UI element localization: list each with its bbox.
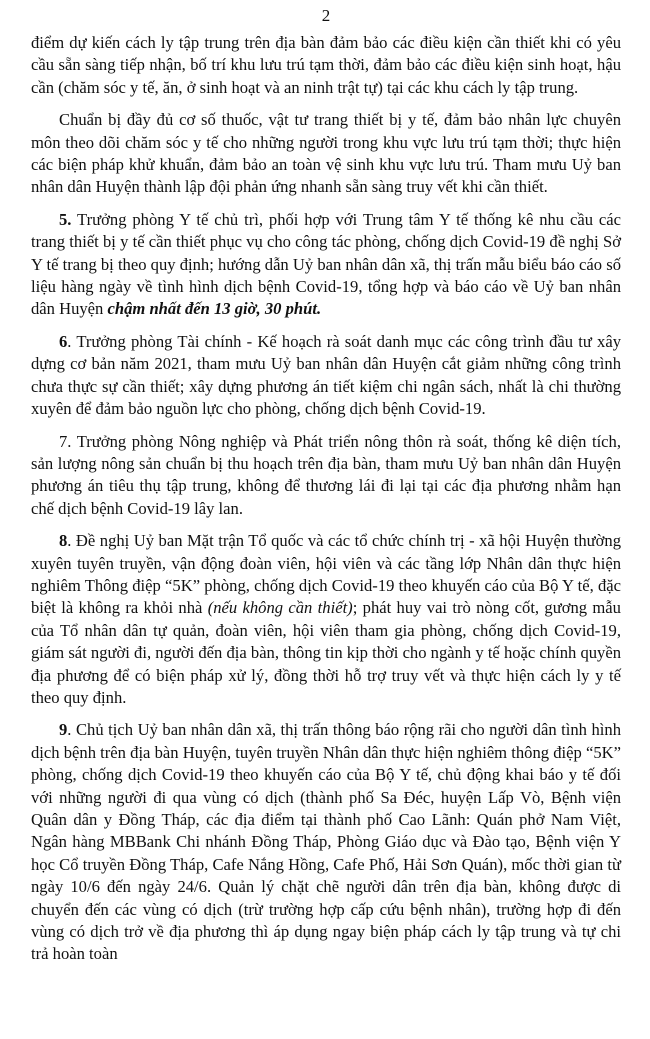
paragraph-continuation: điểm dự kiến cách ly tập trung trên địa bàn đảm bảo các điều kiện cần thiết khi có yêu cầu sẵn sàng tiếp nhận, bố trí khu lưu trú tạm thời, đảm bảo các điều kiện sinh hoạt, hậu cần (chăm sóc y tế, ăn, ở sinh hoạt và an ninh trật tự) tại các khu cách ly tập trung. — [31, 33, 621, 97]
page-number: 2 — [321, 6, 331, 25]
paragraph-item-6 — [31, 331, 621, 421]
item-text: Trưởng phòng Y tế chủ trì, phối hợp với Trung tâm Y tế thống kê nhu cầu các trang thiết bị y tế cần thiết phục vụ cho công tác phòng, chống dịch Covid-19 đề nghị Sở Y tế trang bị theo quy định; hướng dẫn Uỷ ban nhân dân xã, thị trấn mẫu biểu báo cáo số liệu hàng ngày về tình hình dịch bệnh Covid-19, tổng hợp và báo cáo về Uỷ ban nhân dân Huyện — [31, 209, 621, 319]
paragraph-item-5 — [31, 209, 621, 321]
item-number: 5. — [59, 209, 72, 229]
paragraph-preparation: Chuẩn bị đầy đủ cơ số thuốc, vật tư trang thiết bị y tế, đảm bảo nhân lực chuyên môn theo dõi chăm sóc y tế cho những người trong khu vực lưu trú tạm thời; thực hiện các biện pháp khử khuẩn, đảm bảo an toàn vệ sinh khu vực lưu trú. Tham mưu Uỷ ban nhân dân Huyện thành lập đội phản ứng nhanh sẵn sàng truy vết khi cần thiết. — [31, 110, 621, 197]
deadline-emphasis: chậm nhất đến 13 giờ, 30 phút. — [107, 299, 322, 319]
item-number: 9 — [59, 720, 68, 740]
paragraph-item-7: 7. Trưởng phòng Nông nghiệp và Phát triển nông thôn rà soát, thống kê diện tích, sản lượng nông sản chuẩn bị thu hoạch trên địa bàn, tham mưu Uỷ ban nhân dân Huyện phương án tiêu thụ tập trung, không để thương lái đi lại tại các địa phương nhằm hạn chế dịch bệnh Covid-19 lây lan. — [31, 431, 621, 518]
paragraph-item-9 — [31, 719, 621, 965]
item-number: 6 — [59, 331, 68, 351]
item-text: . Đề nghị Uỷ ban Mặt trận Tổ quốc và các tổ chức chính trị - xã hội Huyện thường xuyên tuyên truyền, vận động đoàn viên, hội viên và các tầng lớp Nhân dân thực hiện nghiêm Thông điệp “5K” phòng, chống dịch Covid-19 theo khuyến cáo của Bộ Y tế, đặc biệt là không ra khỏi nhà — [31, 531, 621, 618]
item-number: 8 — [59, 531, 68, 551]
item-text: . Chủ tịch Uỷ ban nhân dân xã, thị trấn thông báo rộng rãi cho người dân tình hình dịch bệnh trên địa bàn Huyện, tuyên truyền Nhân dân thực hiện nghiêm thông điệp “5K” phòng, chống dịch Covid-19 theo khuyến cáo của Bộ Y tế, chủ động khai báo y tế đối với những người đi qua vùng có dịch (thành phố Sa Đéc, huyện Lấp Vò, Bệnh viện Quân dân y Đồng Tháp, các địa điểm tại thành phố Cao Lãnh: Quán phở Nam Việt, Ngân hàng MBBank Chi nhánh Đồng Tháp, Phòng Giáo dục và Đào tạo, Bệnh viện Y học Cổ truyền Đồng Tháp, Cafe Nắng Hồng, Cafe Phố, Hải Sơn Quán), mốc thời gian từ ngày 10/6 đến ngày 24/6. Quản lý chặt chẽ người dân trên địa bàn, không được di chuyển đến các vùng có dịch (trừ trường hợp cấp cứu bệnh nhân), trường hợp đi đến vùng có dịch trở về địa phương thì áp dụng ngay biện pháp cách ly tập trung và tự chi trả hoàn toàn — [31, 720, 621, 964]
item-text: . Trưởng phòng Tài chính - Kế hoạch rà soát danh mục các công trình đầu tư xây dựng cơ bản năm 2021, tham mưu Uỷ ban nhân dân Huyện cắt giảm những công trình chưa thực sự cần thiết; xây dựng phương án tiết kiệm chi ngân sách, nhất là chi thường xuyên để đảm bảo nguồn lực cho phòng, chống dịch bệnh Covid-19. — [31, 331, 621, 419]
paragraph-item-8 — [31, 530, 621, 709]
italic-note: (nếu không cần thiết) — [207, 598, 353, 618]
item-text-continued: ; phát huy vai trò nòng cốt, gương mẫu của Tổ nhân dân tự quản, đoàn viên, hội viên tham gia phòng, chống dịch Covid-19, giám sát người đi, người đến địa bàn, thông tin kịp thời cho ngành y tế hoặc chính quyền địa phương để có biện pháp xử lý, đồng thời hỗ trợ truy vết và thực hiện cách ly y tế theo quy định. — [31, 598, 621, 707]
